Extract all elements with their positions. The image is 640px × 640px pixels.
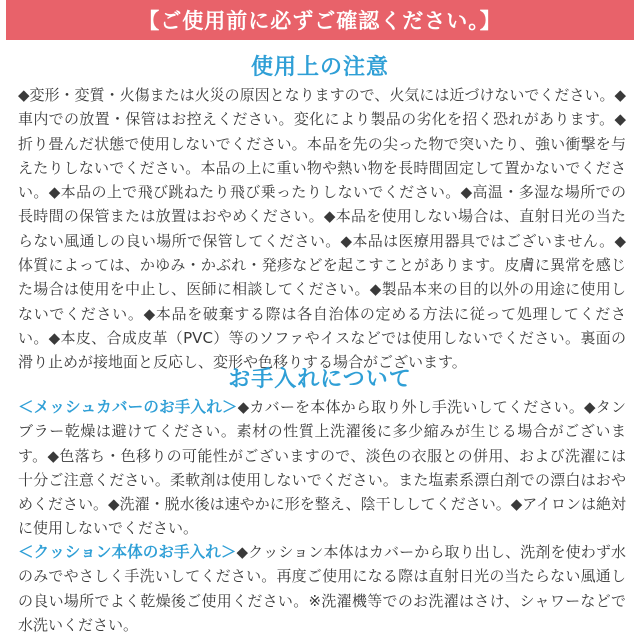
cushion-body-care <box>18 540 626 637</box>
notice-banner: 【ご使用前に必ずご確認ください。】 <box>6 0 634 40</box>
usage-cautions-heading: 使用上の注意 <box>250 55 389 80</box>
care-heading: お手入れについて <box>228 367 412 392</box>
cushion-body-care-text: ◆クッション本体はカバーから取り出し、洗剤を使わず水のみでやさしく手洗いしてください。再度ご使用になる際は直射日光の当たらない風通しの良い場所でよく乾燥後ご使用ください。※洗濯機等でのお洗濯はさけ、シャワーなどで水洗いください。 <box>18 543 626 634</box>
mesh-cover-care <box>18 395 626 541</box>
usage-cautions-text: ◆変形・変質・火傷または火災の原因となりますので、火気には近づけないでください。◆車内での放置・保管はお控えください。変化により製品の劣化を招く恐れがあります。◆折り畳んだ状態で使用しないでください。本品を先の尖った物で突いたり、強い衝撃を与えたりしないでください。本品の上に重い物や熱い物を長時間固定して置かないでください。◆本品の上で飛び跳ねたり飛び乗ったりしないでください。◆高温・多湿な場所での長時間の保管または放置はおやめください。◆本品を使用しない場合は、直射日光の当たらない風通しの良い場所で保管してください。◆本品は医療用器具ではございません。◆体質によっては、かゆみ・かぶれ・発疹などを起こすことがあります。皮膚に異常を感じた場合は使用を中止し、医師に相談してください。◆製品本来の目的以外の用途に使用しないでください。◆本品を破棄する際は各自治体の定める方法に従って処理してください。◆本皮、合成皮革（PVC）等のソファやイスなどでは使用しないでください。裏面の滑り止めが接地面と反応し、変形や色移りする場合がございます。 <box>18 86 626 372</box>
mesh-cover-care-text: ◆カバーを本体から取り外し手洗いしてください。◆タンブラー乾燥は避けてください。素材の性質上洗濯後に多少縮みが生じる場合がございます。◆色落ち・色移りの可能性がございますので、淡色の衣服との併用、および洗濯には十分ご注意ください。柔軟剤は使用しないでください。また塩素系漂白剤での漂白はおやめください。◆洗濯・脱水後は速やかに形を整え、陰干ししてください。◆アイロンは絶対に使用しないでください。 <box>18 398 626 538</box>
mesh-cover-care-label: ＜メッシュカバーのお手入れ＞ <box>18 398 238 416</box>
cushion-body-care-label: ＜クッション本体のお手入れ＞ <box>18 543 237 561</box>
